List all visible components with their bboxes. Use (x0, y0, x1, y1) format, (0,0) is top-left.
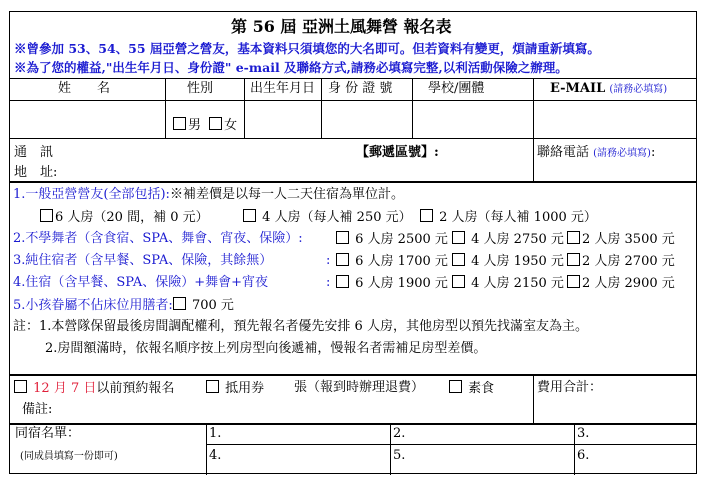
notice-returning: ※曾參加 53、54、55 屆亞營之營友，基本資料只須填您的大名即可。但若資料有變更，煩請重新填寫。 (14, 41, 600, 56)
header-email-label: E-MAIL (550, 81, 606, 96)
fee-label: 費用合計： (537, 380, 603, 395)
option-1-choices (40, 209, 209, 226)
voucher-checkbox[interactable] (206, 380, 219, 393)
option-1-title: 1.一般亞營營友(全部包括): (13, 187, 170, 202)
address-label-line1: 通 訊 (14, 145, 54, 160)
prebook-row (14, 380, 174, 397)
option-4c-label: 2 人房 2900 元 (582, 276, 675, 291)
option-5-title: 5.小孩眷屬不佔床位用膳者: (13, 298, 173, 313)
option-2c-checkbox[interactable] (567, 231, 580, 244)
roommates-note: (同成員填寫一份即可) (20, 451, 118, 462)
header-school: 學校/團體 (428, 81, 485, 96)
option-5-label: 700 元 (191, 298, 234, 313)
gender-options (173, 117, 237, 134)
option-3-colon: : (326, 253, 331, 268)
prebook-label: 以前預約報名 (96, 381, 175, 396)
roommate-slot-5[interactable]: 5. (393, 448, 406, 463)
roommate-slot-3[interactable]: 3. (577, 426, 590, 441)
option-3a-label: 6 人房 1700 元 (355, 254, 448, 269)
female-label: 女 (224, 118, 238, 133)
roommate-slot-1[interactable]: 1. (209, 426, 222, 441)
remark-field[interactable] (65, 400, 530, 422)
school-field[interactable] (413, 101, 533, 137)
roommate-slot-2[interactable]: 2. (393, 426, 406, 441)
registration-form (9, 11, 697, 474)
header-birthday: 出生年月日 (250, 81, 316, 96)
option-3c-label: 2 人房 2700 元 (582, 254, 675, 269)
veg-checkbox[interactable] (449, 380, 462, 393)
phone-colon: : (650, 145, 656, 160)
phone-label (537, 145, 655, 162)
female-checkbox[interactable] (209, 117, 222, 130)
phone-label-text: 聯絡電話 (537, 145, 590, 160)
option-4a-checkbox[interactable] (336, 275, 349, 288)
option-4-colon: : (326, 275, 331, 290)
roommate-slot-6[interactable]: 6. (577, 448, 590, 463)
address-label-line2: 地 址: (14, 165, 58, 180)
option-2-title: 2.不學舞者（含食宿、SPA、舞會、宵夜、保險）: (13, 231, 303, 246)
id-field[interactable] (322, 101, 412, 137)
option-4-title: 4.住宿（含早餐、SPA、保險）+舞會+宵夜 (13, 275, 269, 290)
male-label: 男 (188, 118, 202, 133)
option-3a-checkbox[interactable] (336, 253, 349, 266)
voucher-sheets: 張（報到時辦理退費） (294, 380, 425, 395)
phone-note: (請務必填寫) (593, 148, 651, 159)
option-3b-checkbox[interactable] (452, 253, 465, 266)
option-1-note: ※補差價是以每一人二天住宿為單位計。 (169, 187, 404, 202)
header-name: 姓 名 (58, 81, 111, 96)
option-1b-label: 4 人房（每人補 250 元） (262, 210, 412, 225)
option-3c-checkbox[interactable] (567, 253, 580, 266)
option-2b-checkbox[interactable] (452, 231, 465, 244)
remark-label: 備註: (22, 402, 53, 417)
option-5-row (13, 297, 234, 314)
option-1b-checkbox[interactable] (243, 209, 256, 222)
veg-label: 素食 (468, 381, 495, 396)
option-2c-label: 2 人房 3500 元 (582, 232, 675, 247)
option-5-checkbox[interactable] (173, 297, 186, 310)
option-2a-checkbox[interactable] (336, 231, 349, 244)
header-gender: 性別 (187, 81, 214, 96)
birthday-field[interactable] (245, 101, 321, 137)
fee-field[interactable] (537, 398, 695, 422)
option-4c-checkbox[interactable] (567, 275, 580, 288)
roommates-label: 同宿名單： (15, 426, 81, 441)
prebook-date: 12 月 7 日 (33, 381, 97, 396)
option-1a-label: 6 人房（20 間，補 0 元） (55, 210, 209, 225)
option-1-row (13, 187, 404, 203)
option-4b-label: 4 人房 2150 元 (471, 276, 564, 291)
address-field[interactable] (60, 139, 530, 181)
option-3b-label: 4 人房 1950 元 (471, 254, 564, 269)
zipcode-label: 【郵遞區號】: (356, 145, 439, 160)
note-2: 2.房間額滿時，依報名順序按上列房型向後遞補，慢報名者需補足房型差價。 (45, 341, 487, 356)
voucher-label: 抵用券 (225, 381, 265, 396)
name-field[interactable] (10, 101, 165, 137)
option-2a-label: 6 人房 2500 元 (355, 232, 448, 247)
prebook-checkbox[interactable] (14, 380, 27, 393)
email-field[interactable] (534, 101, 696, 137)
male-checkbox[interactable] (173, 117, 186, 130)
roommate-slot-4[interactable]: 4. (209, 448, 222, 463)
option-1c-checkbox[interactable] (420, 209, 433, 222)
header-id: 身 份 證 號 (328, 81, 393, 96)
note-1: 註：1.本營隊保留最後房間調配權利，預先報名者優先安排 6 人房，其他房型以預先找滿室友為主。 (13, 319, 588, 334)
option-1a-checkbox[interactable] (40, 209, 53, 222)
notice-insurance: ※為了您的權益,"出生年月日、身份證" e-mail 及聯絡方式,請務必填寫完整,以利活動保險之辦理。 (14, 60, 568, 75)
option-4a-label: 6 人房 1900 元 (355, 276, 448, 291)
header-email (550, 81, 667, 98)
header-email-note: (請務必填寫) (609, 84, 668, 95)
option-1c-label: 2 人房（每人補 1000 元） (439, 210, 597, 225)
option-2b-label: 4 人房 2750 元 (471, 232, 564, 247)
option-4b-checkbox[interactable] (452, 275, 465, 288)
option-3-title: 3.純住宿者（含早餐、SPA、保險，其餘無） (13, 253, 273, 268)
phone-field[interactable] (537, 162, 695, 180)
form-title: 第 56 屆 亞洲土風舞營 報名表 (231, 17, 452, 36)
